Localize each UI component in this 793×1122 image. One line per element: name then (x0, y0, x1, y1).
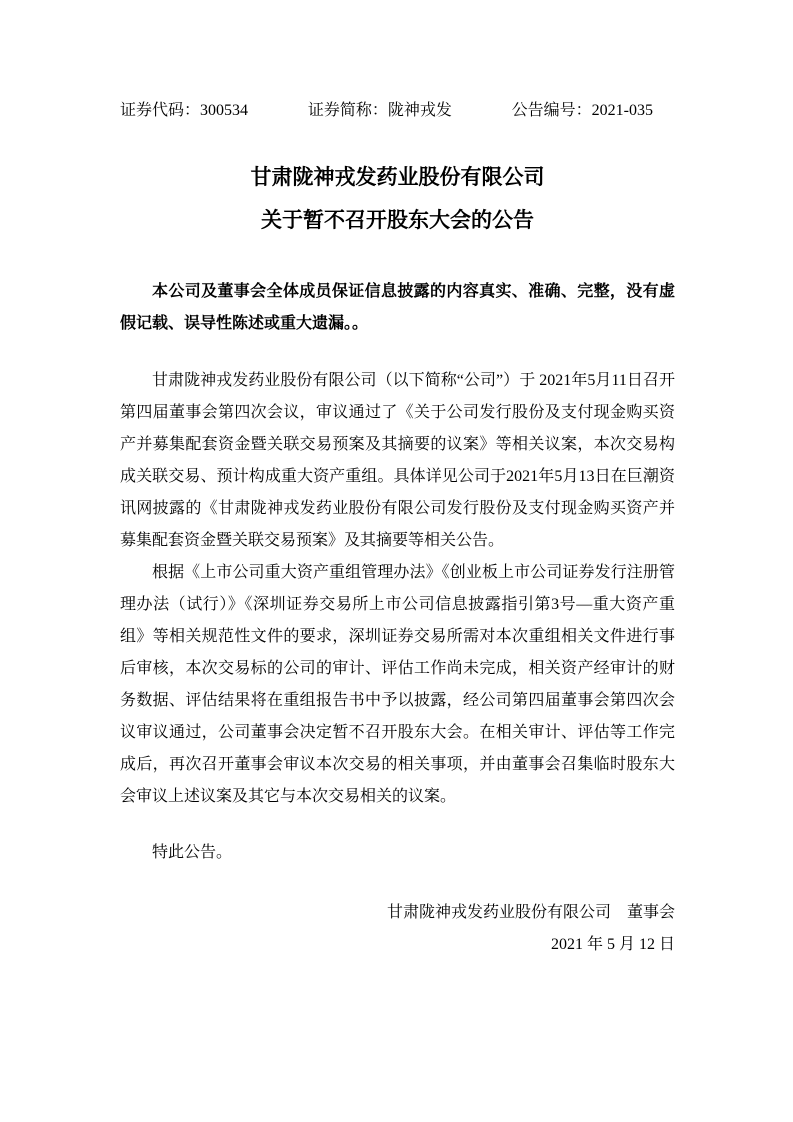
body-paragraph-1: 甘肃陇神戎发药业股份有限公司（以下简称“公司”）于 2021年5月11日召开第四届董事会第四次会议，审议通过了《关于公司发行股份及支付现金购买资产并募集配套资金暨关联交易预案及其摘要的议案》等相关议案，本次交易构成关联交易、预计构成重大资产重组。具体详见公司于2021年5月13日在巨潮资讯网披露的《甘肃陇神戎发药业股份有限公司发行股份及支付现金购买资产并募集配套资金暨关联交易预案》及其摘要等相关公告。 (120, 372, 675, 549)
body-paragraph-2: 根据《上市公司重大资产重组管理办法》《创业板上市公司证券发行注册管理办法（试行）》《深圳证券交易所上市公司信息披露指引第3号—重大资产重组》等相关规范性文件的要求，深圳证券交易所需对本次重组相关文件进行事后审核，本次交易标的公司的审计、评估工作尚未完成，相关资产经审计的财务数据、评估结果将在重组报告书中予以披露，经公司第四届董事会第四次会议审议通过，公司董事会决定暂不召开股东大会。在相关审计、评估等工作完成后，再次召开董事会审议本次交易的相关事项，并由董事会召集临时股东大会审议上述议案及其它与本次交易相关的议案。 (120, 564, 675, 805)
document-header (120, 101, 653, 121)
company-name-title: 甘肃陇神戎发药业股份有限公司 (250, 165, 545, 189)
disclaimer-paragraph: 本公司及董事会全体成员保证信息披露的内容真实、准确、完整，没有虚假记载、误导性陈述或重大遗漏。。 (120, 283, 675, 332)
closing-statement: 特此公告。 (152, 844, 233, 861)
stock-code: 证券代码：300534 (120, 102, 249, 119)
stock-name: 证券简称：陇神戎发 (307, 102, 452, 119)
announcement-title: 关于暂不召开股东大会的公告 (261, 208, 534, 232)
announcement-number: 公告编号：2021-035 (511, 102, 653, 119)
signature-line: 甘肃陇神戎发药业股份有限公司 董事会 (386, 904, 675, 921)
date-line: 2021 年 5 月 12 日 (550, 936, 675, 953)
